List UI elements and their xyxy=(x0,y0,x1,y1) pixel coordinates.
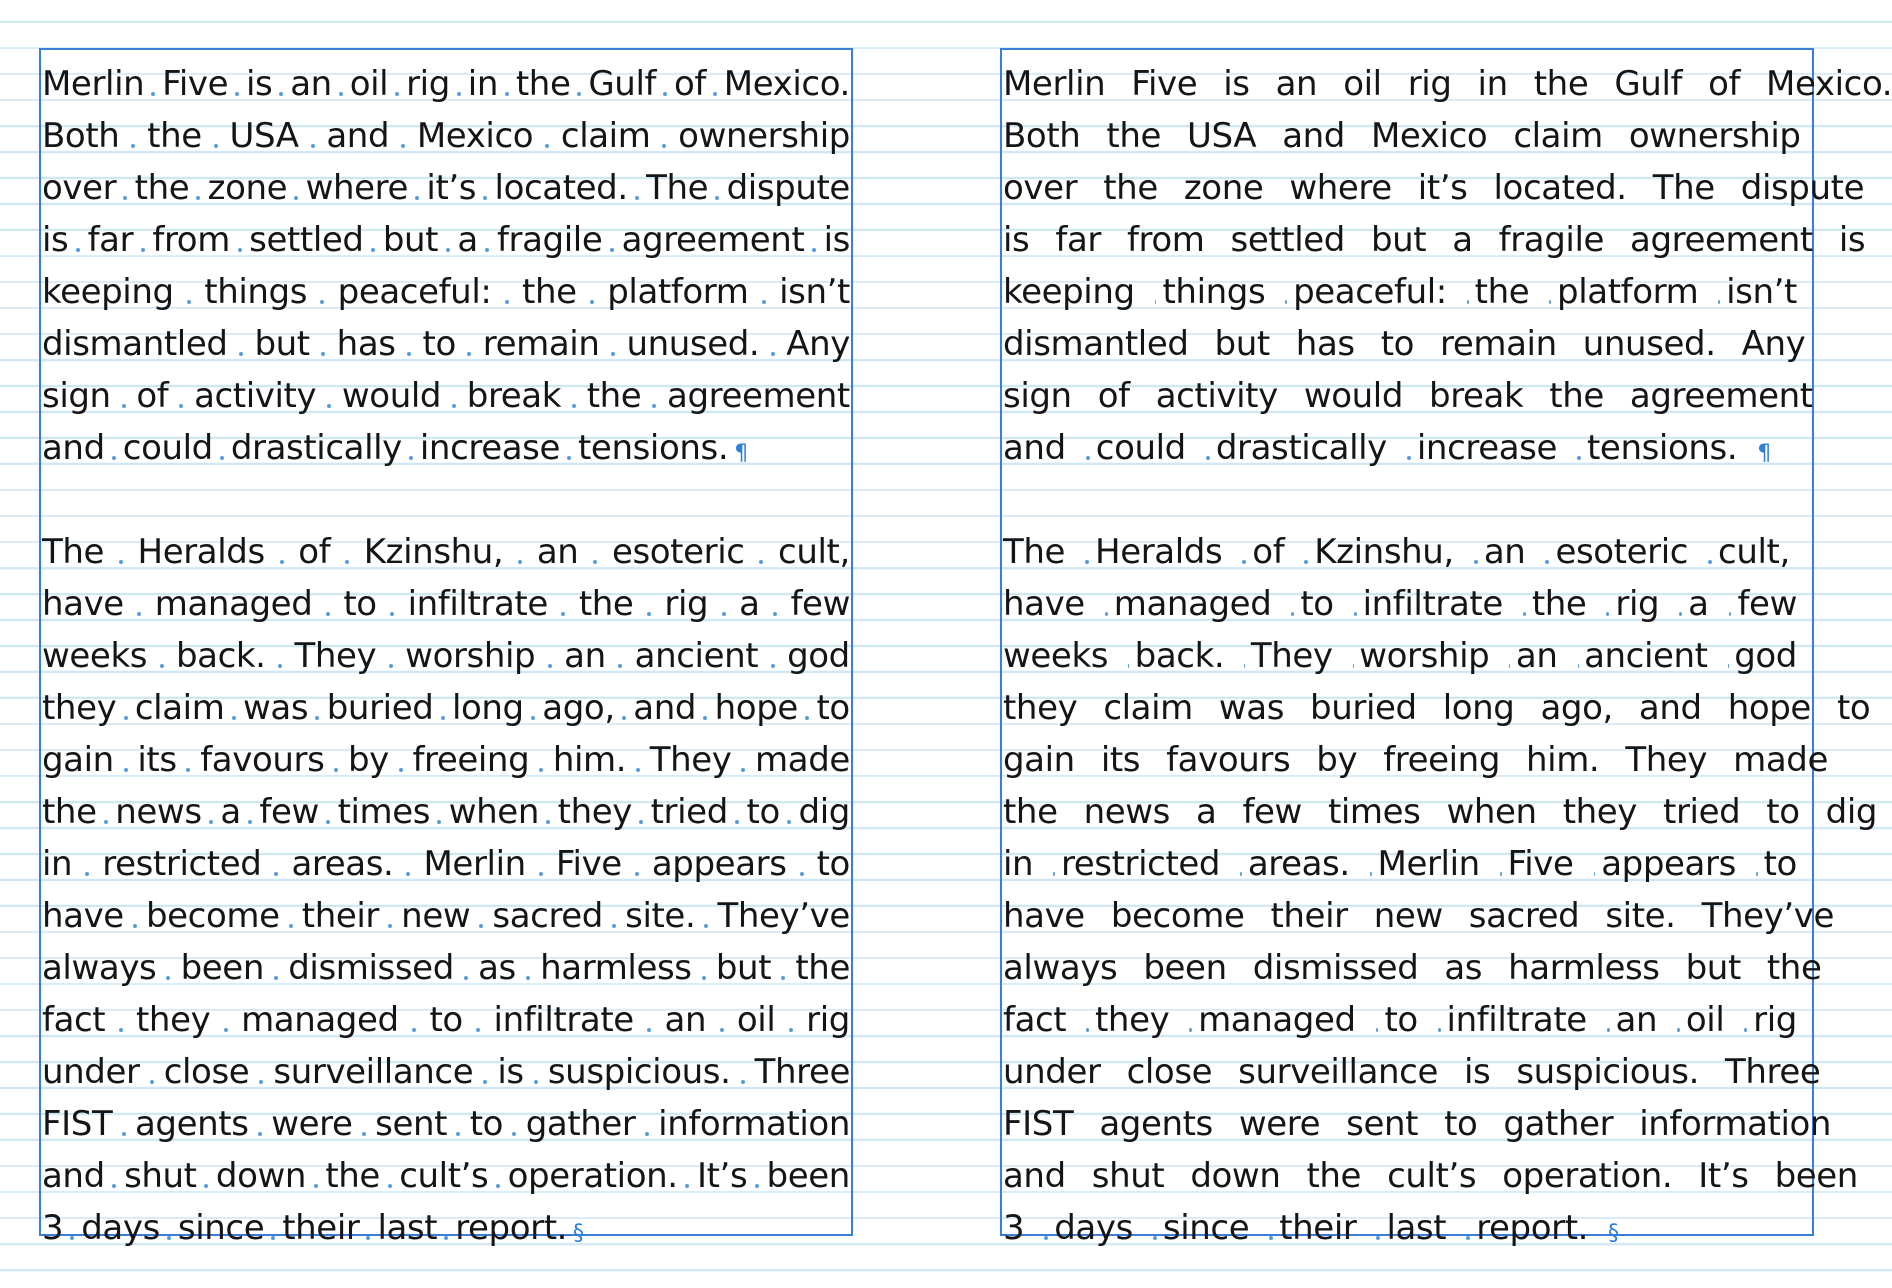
space-marker xyxy=(1086,456,1090,460)
space-marker xyxy=(590,300,594,304)
space-marker xyxy=(76,248,80,252)
space-marker xyxy=(388,1184,392,1188)
space-marker xyxy=(279,92,283,96)
space-marker xyxy=(1509,664,1510,668)
space-marker xyxy=(612,924,616,928)
space-marker xyxy=(1153,1236,1157,1240)
space-marker xyxy=(401,144,405,148)
space-marker xyxy=(220,456,224,460)
space-marker xyxy=(1053,872,1055,876)
space-marker xyxy=(1474,560,1478,564)
space-marker xyxy=(755,1184,759,1188)
line-text: gain its favours by freeing him. They made xyxy=(1003,740,1828,780)
space-marker xyxy=(150,1080,154,1084)
space-marker xyxy=(505,300,509,304)
text-line xyxy=(1002,318,1812,370)
space-marker xyxy=(476,1028,480,1032)
space-marker xyxy=(327,404,331,408)
space-marker xyxy=(781,976,785,980)
space-marker xyxy=(415,196,419,200)
space-marker xyxy=(1044,1236,1048,1240)
space-marker xyxy=(315,716,319,720)
space-marker xyxy=(546,820,550,824)
space-marker xyxy=(741,768,745,772)
space-marker xyxy=(663,92,667,96)
space-marker xyxy=(259,1080,263,1084)
space-marker xyxy=(577,92,581,96)
space-marker xyxy=(567,456,571,460)
space-marker xyxy=(647,612,651,616)
text-line xyxy=(41,890,851,942)
text-line xyxy=(41,214,851,266)
space-marker xyxy=(1376,1236,1380,1240)
space-marker xyxy=(407,352,411,356)
space-marker xyxy=(224,1028,228,1032)
space-marker xyxy=(446,248,450,252)
space-marker xyxy=(326,820,330,824)
line-text: keeping things peaceful: the platform isn’t xyxy=(1003,272,1797,312)
text-line xyxy=(1002,110,1812,162)
space-marker xyxy=(593,560,597,564)
space-marker xyxy=(1105,612,1108,616)
line-text: Both the USA and Mexico claim ownership xyxy=(1003,116,1801,156)
space-marker xyxy=(232,716,236,720)
line-text: 3 days since their last report. § xyxy=(42,1202,850,1254)
space-marker xyxy=(214,144,218,148)
space-marker xyxy=(800,872,804,876)
space-marker xyxy=(457,92,461,96)
space-marker xyxy=(235,92,239,96)
space-marker xyxy=(479,924,483,928)
text-line xyxy=(1002,1046,1821,1098)
space-marker xyxy=(326,612,330,616)
line-text: FIST agents were sent to gather information xyxy=(42,1104,850,1144)
space-marker xyxy=(345,560,349,564)
space-marker xyxy=(294,196,298,200)
space-marker xyxy=(1728,664,1729,668)
line-text: gain its favours by freeing him. They made xyxy=(42,740,850,780)
space-marker xyxy=(280,560,284,564)
space-marker xyxy=(773,612,777,616)
space-marker xyxy=(1578,664,1579,668)
space-marker xyxy=(561,612,565,616)
space-marker xyxy=(759,560,763,564)
line-text: over the zone where it’s located. The dispute xyxy=(1003,168,1865,208)
space-marker xyxy=(390,612,394,616)
line-text: The Heralds of Kzinshu, an esoteric cult, xyxy=(1003,532,1790,572)
line-text: and shut down the cult’s operation. It’s been xyxy=(42,1156,850,1196)
line-text: sign of activity would break the agreement xyxy=(42,376,850,416)
text-line xyxy=(1002,890,1834,942)
line-text: The Heralds of Kzinshu, an esoteric cult, xyxy=(42,532,850,572)
space-marker xyxy=(1606,612,1609,616)
line-text: have managed to infiltrate the rig a few xyxy=(1003,584,1797,624)
text-line xyxy=(1002,162,1865,214)
text-frame-right[interactable] xyxy=(1000,48,1892,1248)
space-marker xyxy=(133,924,137,928)
space-marker xyxy=(1729,612,1732,616)
text-line xyxy=(1002,526,1812,578)
space-marker xyxy=(805,716,809,720)
space-marker xyxy=(636,768,640,772)
space-marker xyxy=(722,612,726,616)
text-line xyxy=(41,734,851,786)
space-marker xyxy=(239,352,243,356)
space-marker xyxy=(741,1080,745,1084)
space-marker xyxy=(771,664,775,668)
space-marker xyxy=(1523,612,1526,616)
text-line xyxy=(1002,422,1812,474)
space-marker xyxy=(518,560,522,564)
space-marker xyxy=(531,716,535,720)
space-marker xyxy=(1577,456,1581,460)
space-marker xyxy=(771,352,775,356)
space-marker xyxy=(1545,560,1549,564)
space-marker xyxy=(526,976,530,980)
space-marker xyxy=(151,92,155,96)
space-marker xyxy=(787,820,791,824)
space-marker xyxy=(720,1028,724,1032)
space-marker xyxy=(186,768,190,772)
space-marker xyxy=(548,664,552,668)
pilcrow-mark: ¶ xyxy=(1757,441,1772,466)
space-marker xyxy=(635,196,639,200)
line-text: in restricted areas. Merlin Five appears to xyxy=(42,844,850,884)
text-line xyxy=(41,162,851,214)
text-line xyxy=(41,58,851,110)
space-marker xyxy=(366,1236,370,1240)
text-line xyxy=(41,266,851,318)
space-marker xyxy=(112,1184,116,1188)
space-marker xyxy=(618,664,622,668)
line-text: is far from settled but a fragile agreement is xyxy=(1003,220,1866,260)
space-marker xyxy=(1708,560,1712,564)
space-marker xyxy=(1291,612,1294,616)
space-marker xyxy=(1244,664,1245,668)
space-marker xyxy=(1438,1028,1441,1032)
space-marker xyxy=(704,924,708,928)
text-line xyxy=(1002,58,1892,110)
space-marker xyxy=(137,612,141,616)
line-text: have become their new sacred site. They’ve xyxy=(1003,896,1834,936)
space-marker xyxy=(1407,456,1411,460)
space-marker xyxy=(1500,872,1502,876)
space-marker xyxy=(572,404,576,408)
text-line xyxy=(1002,838,1812,890)
text-line xyxy=(41,1046,851,1098)
text-line xyxy=(41,994,851,1046)
space-marker xyxy=(388,924,392,928)
text-line xyxy=(41,838,851,890)
space-marker xyxy=(622,716,626,720)
line-text: keeping things peaceful: the platform isn’t xyxy=(42,272,850,312)
text-line xyxy=(41,422,851,474)
space-marker xyxy=(412,1028,416,1032)
line-text: sign of activity would break the agreement xyxy=(1003,376,1813,416)
section-mark: § xyxy=(1608,1221,1620,1246)
line-text: Merlin Five is an oil rig in the Gulf of Mexico. xyxy=(1003,64,1892,104)
space-marker xyxy=(1085,560,1089,564)
space-marker xyxy=(339,92,343,96)
space-marker xyxy=(124,716,128,720)
space-marker xyxy=(1370,872,1372,876)
space-marker xyxy=(715,196,719,200)
space-marker xyxy=(702,976,706,980)
space-marker xyxy=(1677,1028,1680,1032)
space-marker xyxy=(464,976,468,980)
space-marker xyxy=(104,820,108,824)
space-marker xyxy=(485,248,489,252)
line-text: the news a few times when they tried to dig xyxy=(1003,792,1878,832)
space-marker xyxy=(456,1132,460,1136)
space-marker xyxy=(271,1236,275,1240)
text-line xyxy=(1002,266,1812,318)
space-marker xyxy=(389,664,393,668)
text-line xyxy=(41,370,851,422)
text-line xyxy=(1002,942,1822,994)
line-text: under close surveillance is suspicious. Three xyxy=(42,1052,850,1092)
section-mark: § xyxy=(573,1221,585,1246)
space-marker xyxy=(685,1184,689,1188)
space-marker xyxy=(1240,872,1242,876)
space-marker xyxy=(1466,1236,1470,1240)
line-text: always been dismissed as harmless but the xyxy=(42,948,850,988)
text-line xyxy=(41,526,851,578)
space-marker xyxy=(1467,300,1469,304)
space-marker xyxy=(645,1132,649,1136)
space-marker xyxy=(70,1236,74,1240)
line-text: always been dismissed as harmless but the xyxy=(1003,948,1822,988)
space-marker xyxy=(179,404,183,408)
line-text: dismantled but has to remain unused. Any xyxy=(42,324,850,364)
line-text: they claim was buried long ago, and hope to xyxy=(1003,688,1871,728)
text-line xyxy=(1002,1150,1858,1202)
line-text: in restricted areas. Merlin Five appears to xyxy=(1003,844,1797,884)
space-marker xyxy=(167,1236,171,1240)
space-marker xyxy=(1718,300,1720,304)
line-text: Merlin Five is an oil rig in the Gulf of Mexico. xyxy=(42,64,850,104)
space-marker xyxy=(311,144,315,148)
line-text: have become their new sacred site. They’ve xyxy=(42,896,850,936)
space-marker xyxy=(160,664,164,668)
space-marker xyxy=(1189,1028,1192,1032)
line-text: under close surveillance is suspicious. Three xyxy=(1003,1052,1821,1092)
pilcrow-mark: ¶ xyxy=(734,441,749,466)
line-text: Both the USA and Mexico claim ownership xyxy=(42,116,850,156)
space-marker xyxy=(274,872,278,876)
space-marker xyxy=(119,1028,123,1032)
space-marker xyxy=(647,1028,651,1032)
space-marker xyxy=(735,820,739,824)
space-marker xyxy=(635,872,639,876)
text-line xyxy=(1002,1202,1812,1254)
text-line xyxy=(1002,1098,1832,1150)
text-line xyxy=(1002,578,1812,630)
space-marker xyxy=(1304,560,1308,564)
space-marker xyxy=(483,1080,487,1084)
space-marker xyxy=(812,248,816,252)
space-marker xyxy=(1155,300,1157,304)
text-line xyxy=(41,1098,851,1150)
space-marker xyxy=(320,300,324,304)
space-marker xyxy=(166,976,170,980)
space-marker xyxy=(119,560,123,564)
text-frame-left[interactable] xyxy=(39,48,853,1248)
space-marker xyxy=(278,664,282,668)
space-marker xyxy=(534,1080,538,1084)
space-marker xyxy=(274,976,278,980)
space-marker xyxy=(371,248,375,252)
space-marker xyxy=(652,404,656,408)
space-marker xyxy=(204,1184,208,1188)
space-marker xyxy=(1744,1028,1747,1032)
space-marker xyxy=(437,820,441,824)
text-line xyxy=(41,786,851,838)
space-marker xyxy=(1679,612,1682,616)
space-marker xyxy=(124,768,128,772)
text-line xyxy=(1002,786,1878,838)
space-marker xyxy=(662,144,666,148)
space-marker xyxy=(289,924,293,928)
line-text: weeks back. They worship an ancient god xyxy=(42,636,850,676)
space-marker xyxy=(314,1184,318,1188)
space-marker xyxy=(611,352,615,356)
space-marker xyxy=(1376,1028,1379,1032)
space-marker xyxy=(1242,560,1246,564)
space-marker xyxy=(406,872,410,876)
text-line xyxy=(1002,682,1871,734)
space-marker xyxy=(1086,1028,1089,1032)
text-line xyxy=(1002,214,1866,266)
space-marker xyxy=(362,1132,366,1136)
space-marker xyxy=(444,1236,448,1240)
space-marker xyxy=(713,92,717,96)
line-text: fact they managed to infiltrate an oil rig xyxy=(1003,1000,1797,1040)
line-text: fact they managed to infiltrate an oil rig xyxy=(42,1000,850,1040)
space-marker xyxy=(539,872,543,876)
text-line xyxy=(41,682,851,734)
space-marker xyxy=(762,300,766,304)
space-marker xyxy=(545,144,549,148)
space-marker xyxy=(1354,612,1357,616)
space-marker xyxy=(467,352,471,356)
space-marker xyxy=(1206,456,1210,460)
space-marker xyxy=(610,248,614,252)
text-line xyxy=(41,942,851,994)
space-marker xyxy=(238,248,242,252)
text-line xyxy=(41,110,851,162)
line-text: weeks back. They worship an ancient god xyxy=(1003,636,1797,676)
space-marker xyxy=(196,196,200,200)
line-text: and shut down the cult’s operation. It’s been xyxy=(1003,1156,1858,1196)
space-marker xyxy=(1549,300,1551,304)
space-marker xyxy=(1353,664,1354,668)
space-marker xyxy=(85,872,89,876)
space-marker xyxy=(1269,1236,1273,1240)
space-marker xyxy=(496,1184,500,1188)
space-marker xyxy=(209,820,213,824)
space-marker xyxy=(512,1132,516,1136)
space-marker xyxy=(1607,1028,1610,1032)
line-text: dismantled but has to remain unused. Any xyxy=(1003,324,1806,364)
text-line xyxy=(41,1150,851,1202)
space-marker xyxy=(789,1028,793,1032)
space-marker xyxy=(483,196,487,200)
text-line xyxy=(1002,734,1828,786)
text-line xyxy=(41,1202,851,1254)
space-marker xyxy=(452,404,456,408)
space-marker xyxy=(187,300,191,304)
text-line xyxy=(1002,370,1812,422)
text-line xyxy=(1002,630,1812,682)
space-marker xyxy=(399,768,403,772)
space-marker xyxy=(395,92,399,96)
space-marker xyxy=(1128,664,1129,668)
line-text: and could drastically increase tensions. ¶ xyxy=(1003,422,1811,474)
space-marker xyxy=(1594,872,1596,876)
space-marker xyxy=(141,248,145,252)
text-line xyxy=(41,318,851,370)
space-marker xyxy=(122,404,126,408)
text-line xyxy=(1002,994,1812,1046)
space-marker xyxy=(703,716,707,720)
space-marker xyxy=(1285,300,1287,304)
line-text: over the zone where it’s located. The dispute xyxy=(42,168,850,208)
space-marker xyxy=(1756,872,1758,876)
space-marker xyxy=(321,352,325,356)
line-text: and could drastically increase tensions. ¶ xyxy=(42,422,850,474)
space-marker xyxy=(258,1132,262,1136)
line-text: they claim was buried long ago, and hope to xyxy=(42,688,850,728)
space-marker xyxy=(131,144,135,148)
space-marker xyxy=(505,92,509,96)
line-text: is far from settled but a fragile agreement is xyxy=(42,220,850,260)
text-line xyxy=(41,578,851,630)
space-marker xyxy=(248,820,252,824)
line-text: FIST agents were sent to gather information xyxy=(1003,1104,1832,1144)
text-line xyxy=(41,630,851,682)
space-marker xyxy=(639,820,643,824)
line-text: the news a few times when they tried to dig xyxy=(42,792,850,832)
space-marker xyxy=(441,716,445,720)
space-marker xyxy=(539,768,543,772)
space-marker xyxy=(409,456,413,460)
space-marker xyxy=(122,1132,126,1136)
line-text: 3 days since their last report. § xyxy=(1003,1202,1811,1254)
space-marker xyxy=(112,456,116,460)
space-marker xyxy=(334,768,338,772)
line-text: have managed to infiltrate the rig a few xyxy=(42,584,850,624)
space-marker xyxy=(123,196,127,200)
